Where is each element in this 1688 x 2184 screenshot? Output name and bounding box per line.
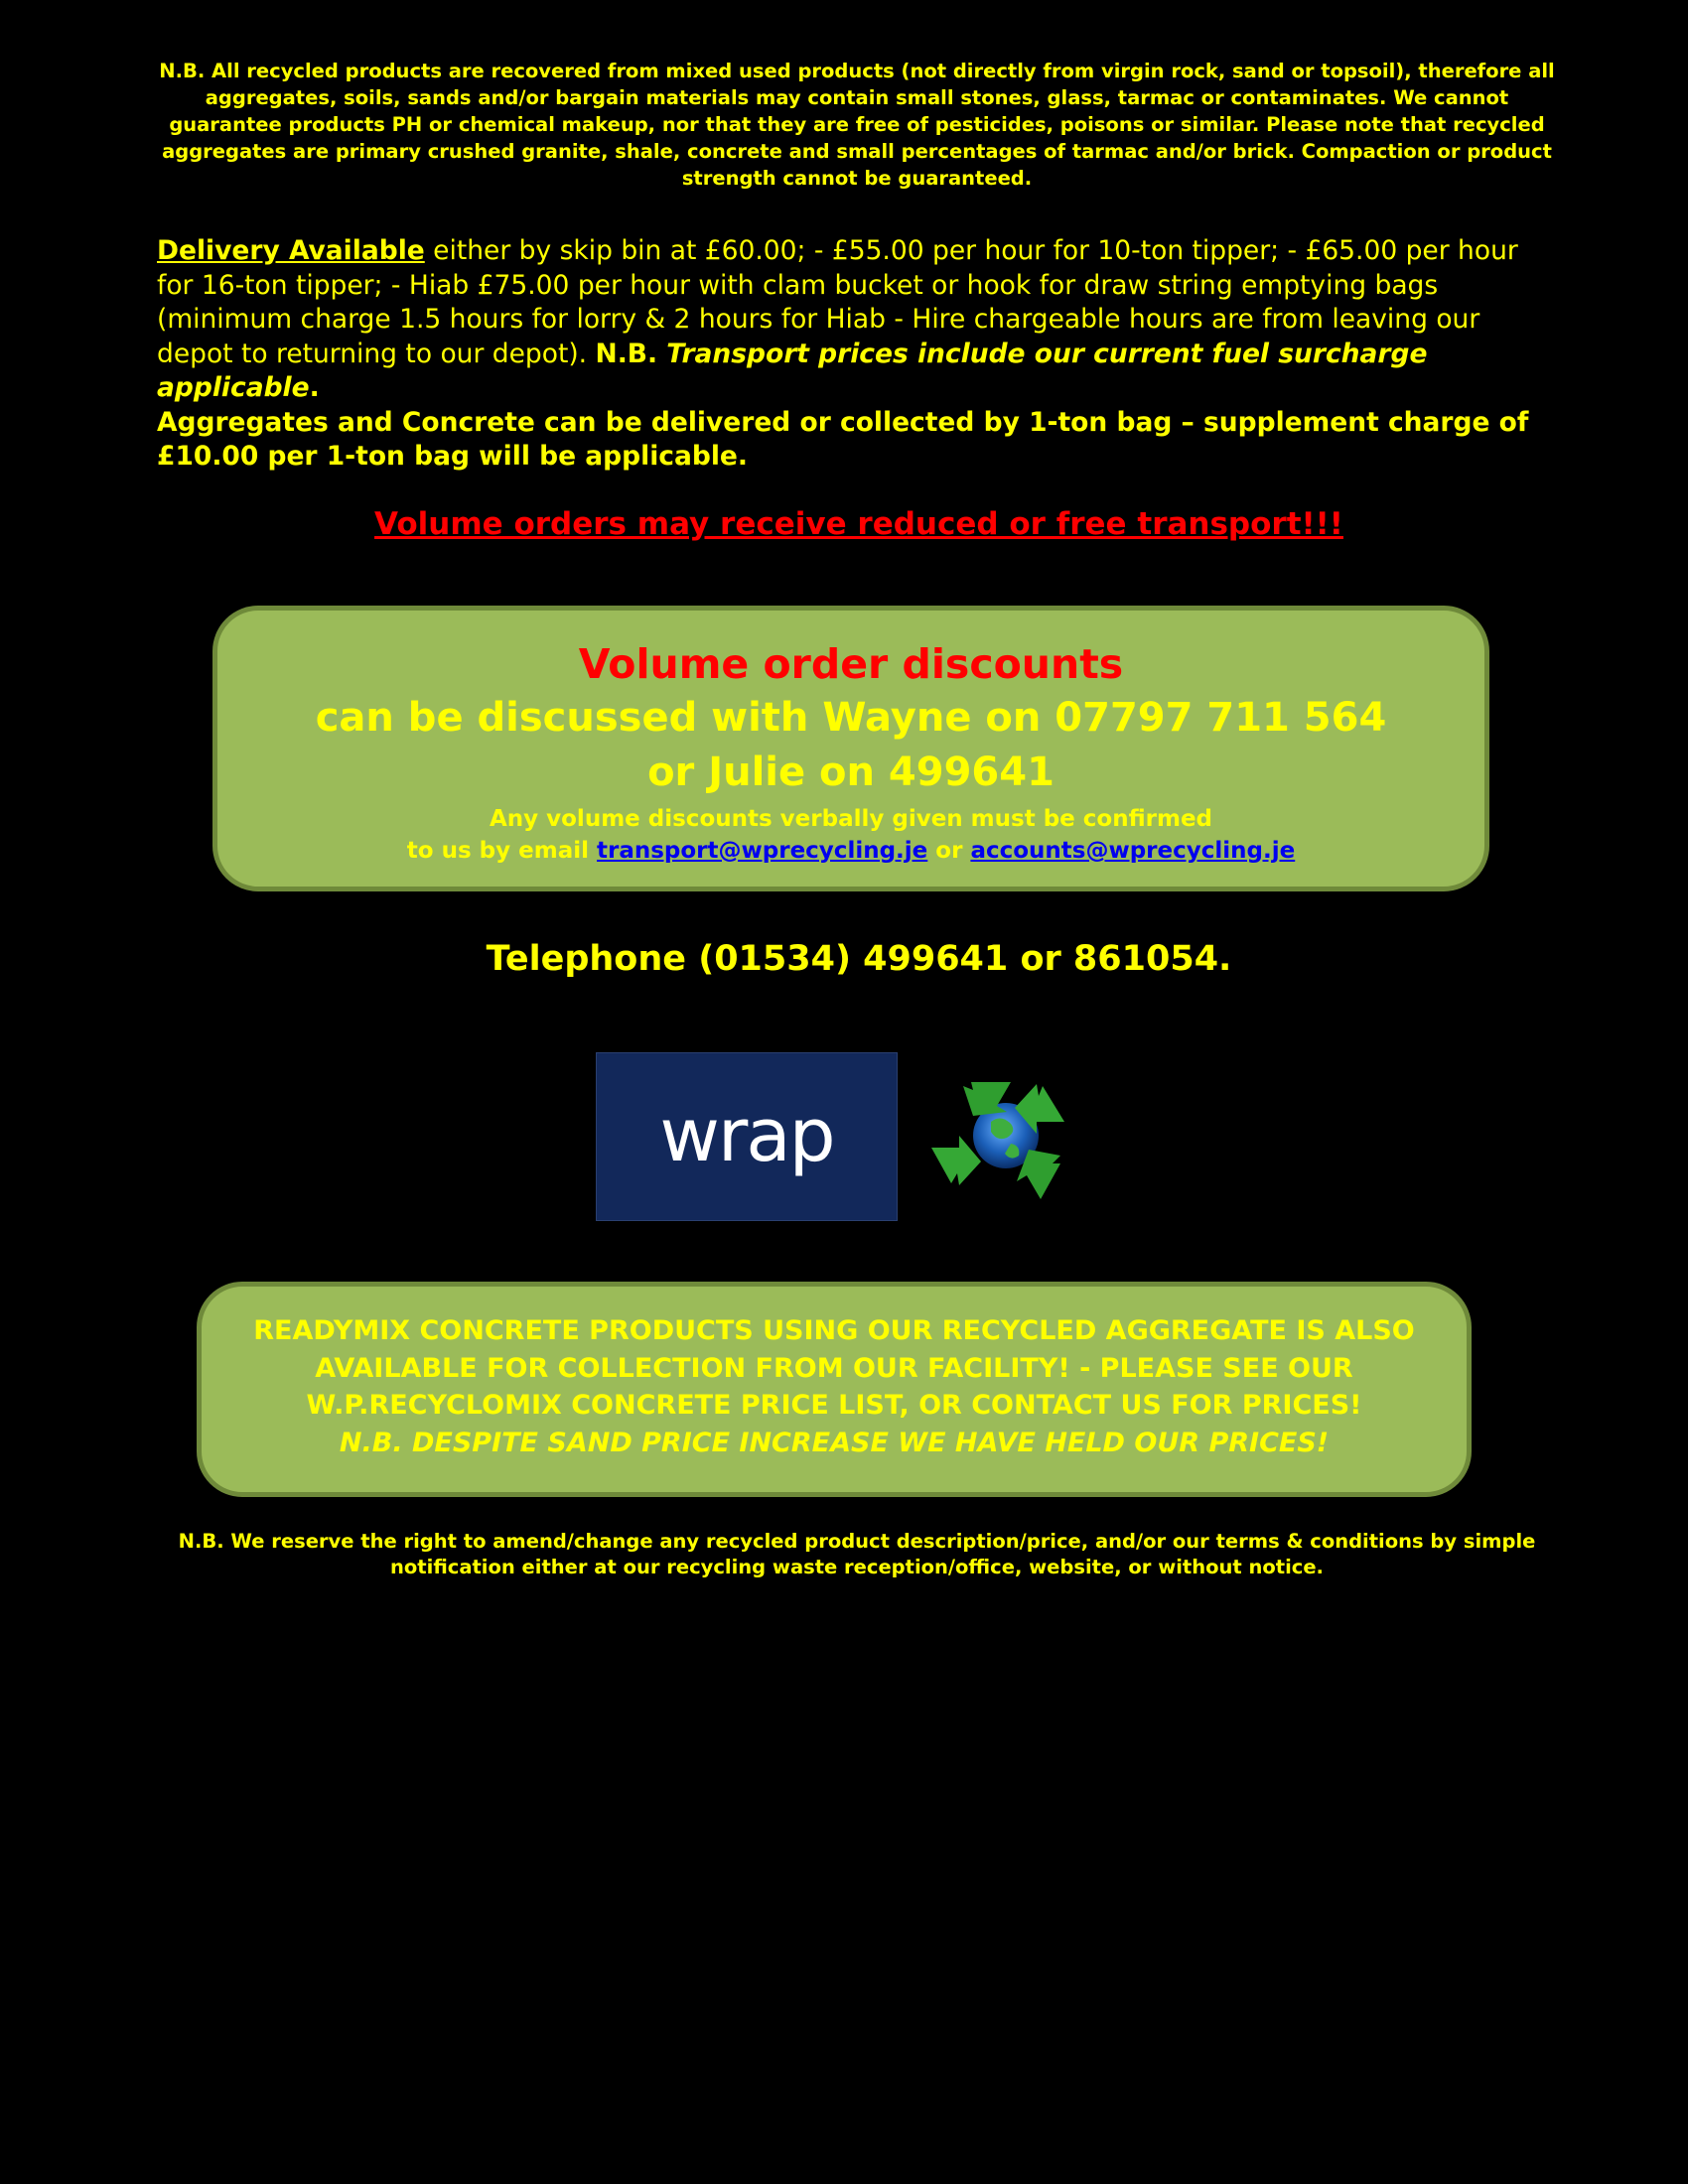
- volume-transport-notice: Volume orders may receive reduced or free transport!!!: [374, 506, 1343, 542]
- discount-julie-line: or Julie on 499641: [647, 750, 1055, 795]
- readymix-line4: N.B. DESPITE SAND PRICE INCREASE WE HAVE HELD OUR PRICES!: [339, 1427, 1330, 1458]
- telephone-line: Telephone (01534) 499641 or 861054.: [486, 939, 1232, 979]
- discount-wayne-line: can be discussed with Wayne on 07797 711 564: [315, 695, 1387, 741]
- discount-confirm-line2: [217, 835, 1484, 867]
- readymix-line3: W.P.RECYCLOMIX CONCRETE PRICE LIST, OR CONTACT US FOR PRICES!: [306, 1390, 1362, 1421]
- transport-email-link[interactable]: transport@wprecycling.je: [597, 838, 928, 864]
- disclaimer-bottom-line2: notification either at our recycling waste reception/office, website, or without notice.: [390, 1556, 1324, 1578]
- readymix-line2: AVAILABLE FOR COLLECTION FROM OUR FACILITY! - PLEASE SEE OUR: [315, 1352, 1353, 1384]
- delivery-nb-transport: Transport prices include our current fuel surcharge applicable: [157, 338, 1428, 403]
- wrap-logo-text: wrap: [659, 1093, 834, 1178]
- discount-title: Volume order discounts: [578, 640, 1124, 688]
- wrap-logo-graphic: [597, 1053, 897, 1220]
- disclaimer-top: N.B. All recycled products are recovered from mixed used products (not directly from virgin rock, sand or topsoil), therefore all aggregates, soils, sands and/or bargain materials may contain small stones, glass, tarmac or contaminates. We cannot guarantee products PH or chemical makeup, nor that they are free of pesticides, poisons or similar. Please note that recycled aggregates are primary crushed granite, shale, concrete and small percentages of tarmac and/or brick. Compaction or product strength cannot be guaranteed.: [159, 60, 1555, 190]
- delivery-section: [157, 234, 1547, 475]
- accounts-email-link[interactable]: accounts@wprecycling.je: [970, 838, 1296, 864]
- or-text: or: [927, 838, 971, 864]
- discount-confirm: [217, 803, 1484, 867]
- recycle-globe-icon: [912, 1064, 1100, 1203]
- confirm-prefix: to us by email: [406, 838, 597, 864]
- disclaimer-bottom-line1: N.B. We reserve the right to amend/change any recycled product description/price, and/or our terms & conditions by simple: [178, 1530, 1536, 1553]
- delivery-bag-note: Aggregates and Concrete can be delivered or collected by 1-ton bag – supplement charge of £10.00 per 1-ton bag will be applicable.: [157, 406, 1529, 472]
- readymix-box: [197, 1282, 1472, 1497]
- wrap-logo: [596, 1052, 898, 1221]
- disclaimer-bottom: [157, 1529, 1557, 1580]
- delivery-nb-end: .: [309, 372, 320, 403]
- delivery-details: either by skip bin at £60.00; - £55.00 per hour for 10-ton tipper; - £65.00 per hour for 16-ton tipper; - Hiab £75.00 per hour with clam bucket or hook for draw string emptying bags (minimum charge 1.5 hours for lorry & 2 hours for Hiab - Hire chargeable hours are from leaving our depot to returning to our depot).: [157, 235, 1518, 369]
- delivery-nb-label: N.B.: [595, 338, 667, 369]
- discount-box: [212, 606, 1489, 891]
- delivery-heading: Delivery Available: [157, 235, 425, 266]
- readymix-line1: READYMIX CONCRETE PRODUCTS USING OUR RECYCLED AGGREGATE IS ALSO: [253, 1315, 1415, 1346]
- readymix-text: [202, 1312, 1467, 1461]
- discount-confirm-line1: Any volume discounts verbally given must be confirmed: [489, 806, 1213, 832]
